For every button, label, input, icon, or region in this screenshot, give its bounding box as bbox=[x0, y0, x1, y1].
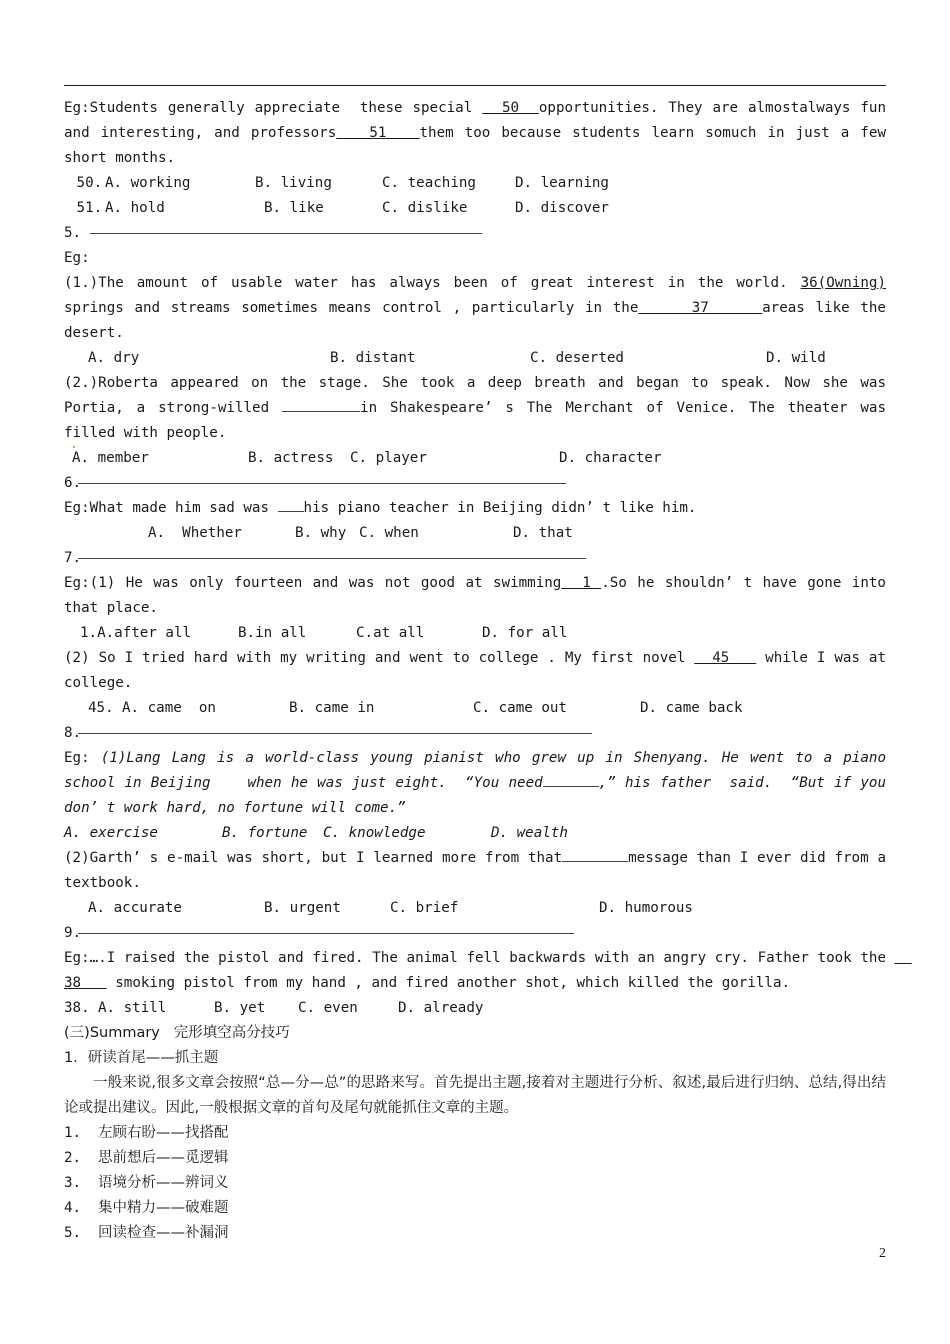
q50-option-a: A. working bbox=[105, 175, 191, 191]
eg5-1-option-d: D. wealth bbox=[491, 825, 568, 841]
summary-item-4-number: 4. bbox=[64, 1200, 82, 1216]
summary-item-5-text: 回读检查——补漏洞 bbox=[98, 1225, 229, 1241]
eg1-text2: opportunities. They are almostalways fun and interesting, and professors bbox=[64, 100, 895, 141]
eg3-option-c: C. when bbox=[359, 525, 419, 541]
eg4-1-option-a: 1.A.after all bbox=[80, 625, 192, 641]
q50-option-c: C. teaching bbox=[382, 175, 476, 191]
options-eg2-2 bbox=[64, 446, 886, 471]
options-eg4-2 bbox=[64, 696, 886, 721]
page-number: 2 bbox=[879, 1246, 886, 1261]
options-eg6 bbox=[64, 996, 886, 1021]
blank-45: 45 bbox=[694, 650, 757, 666]
summary-item-4-text: 集中精力——破难题 bbox=[98, 1200, 229, 1216]
eg6-text2: smoking pistol from my hand , and fired another shot, which killed the gorilla. bbox=[106, 975, 791, 991]
summary-item-5-number: 5. bbox=[64, 1225, 82, 1241]
eg2-p1-underlined: 36(Owning) bbox=[800, 275, 886, 291]
summary-heading: (三)Summary 完形填空高分技巧 bbox=[64, 1025, 290, 1041]
eg2-p1-text3: areas like the desert. bbox=[64, 300, 895, 341]
stray-dot bbox=[73, 446, 75, 448]
eg4-1-option-c: C.at all bbox=[356, 625, 425, 641]
eg6-option-c: C. even bbox=[298, 1000, 358, 1016]
eg2-label: Eg: bbox=[64, 250, 90, 266]
eg6-option-d: D. already bbox=[398, 1000, 484, 1016]
q50-option-b: B. living bbox=[255, 175, 332, 191]
eg2-1-option-d: D. wild bbox=[766, 350, 826, 366]
summary-item-3 bbox=[64, 1171, 886, 1196]
eg2-p1-text2: springs and streams sometimes means control , particularly in the bbox=[64, 275, 895, 316]
eg5-1-option-c: C. knowledge bbox=[323, 825, 426, 841]
eg4-2-option-d: D. came back bbox=[640, 700, 743, 716]
eg4-p1-text2: .So he shouldn’ t have gone into that place. bbox=[64, 575, 895, 616]
summary-s1-row bbox=[64, 1046, 886, 1071]
page-content bbox=[64, 96, 912, 1246]
item-6 bbox=[64, 471, 886, 496]
item-6-write-line bbox=[78, 471, 566, 484]
blank-50: 50 bbox=[482, 100, 539, 116]
item-7 bbox=[64, 546, 886, 571]
eg4-paragraph-2 bbox=[64, 646, 895, 696]
item-8-label: 8. bbox=[64, 725, 82, 741]
item-7-write-line bbox=[78, 546, 586, 559]
summary-item-3-number: 3. bbox=[64, 1175, 82, 1191]
eg2-2-option-b: B. actress bbox=[248, 450, 334, 466]
eg5-2-option-b: B. urgent bbox=[264, 900, 341, 916]
eg2-paragraph-2 bbox=[64, 371, 895, 446]
summary-item-1-text: 左顾右盼——找搭配 bbox=[98, 1125, 229, 1141]
eg4-2-option-b: B. came in bbox=[289, 700, 375, 716]
eg6-option-b: B. yet bbox=[214, 1000, 266, 1016]
eg2-paragraph-1 bbox=[64, 271, 895, 346]
summary-s1: 1．研读首尾——抓主题 bbox=[64, 1050, 219, 1066]
eg1-text: Eg:Students generally appreciate these special bbox=[64, 100, 483, 116]
eg3-option-b: B. why bbox=[295, 525, 347, 541]
eg6-text: Eg:….I raised the pistol and fired. The animal fell backwards with an angry cry. Father took the bbox=[64, 950, 895, 966]
item-8 bbox=[64, 721, 886, 746]
item-8-write-line bbox=[78, 721, 592, 734]
summary-item-2-text: 思前想后——觅逻辑 bbox=[98, 1150, 229, 1166]
options-eg4-1 bbox=[64, 621, 886, 646]
summary-s1-text: 一般来说,很多文章会按照“总—分—总”的思路来写。首先提出主题,接着对主题进行分析、叙述,最后进行归纳、总结,得出结论或提出建议。因此,一般根据文章的首句及尾句就能抓住文章的主题。 bbox=[64, 1075, 886, 1116]
q51-number: 51. bbox=[68, 200, 103, 216]
q38-number: 38. bbox=[64, 1000, 90, 1016]
summary-item-2-number: 2. bbox=[64, 1150, 82, 1166]
item-9-write-line bbox=[78, 921, 574, 934]
q51-option-c: C. dislike bbox=[382, 200, 468, 216]
blank-1: 1 bbox=[561, 575, 602, 591]
eg5-paragraph-2 bbox=[64, 846, 895, 896]
q51-option-d: D. discover bbox=[515, 200, 609, 216]
eg5-paragraph-1 bbox=[64, 746, 895, 821]
eg5-label: Eg: bbox=[64, 750, 101, 766]
eg4-1-option-b: B.in all bbox=[238, 625, 307, 641]
q50-number: 50. bbox=[68, 175, 103, 191]
eg2-2-option-c: C. player bbox=[350, 450, 427, 466]
blank-38: 38 bbox=[64, 950, 912, 991]
summary-item-3-text: 语境分析——辨词义 bbox=[98, 1175, 229, 1191]
eg5-p2-text2: message than I ever did from a textbook. bbox=[64, 850, 895, 891]
options-q51 bbox=[64, 196, 886, 221]
blank-37: 37 bbox=[638, 300, 763, 316]
eg4-1-option-d: D. for all bbox=[482, 625, 568, 641]
item-5-write-line bbox=[90, 221, 482, 234]
eg4-p2-text: (2) So I tried hard with my writing and went to college . My first novel bbox=[64, 650, 695, 666]
item-5 bbox=[64, 221, 886, 246]
item-9-label: 9. bbox=[64, 925, 82, 941]
eg5-p1-text2: ,” his father said. “But if you don’ t work hard, no fortune will come.” bbox=[64, 775, 895, 816]
eg2-p1-text: (1.)The amount of usable water has always been of great interest in the world. bbox=[64, 275, 801, 291]
eg4-paragraph-1 bbox=[64, 571, 895, 621]
eg2-1-option-c: C. deserted bbox=[530, 350, 624, 366]
eg2-1-option-b: B. distant bbox=[330, 350, 416, 366]
eg4-p1-text: Eg:(1) He was only fourteen and was not good at swimming bbox=[64, 575, 562, 591]
eg2-p2-text: (2.)Roberta appeared on the stage. She took a deep breath and began to speak. Now she was Portia, a strong-willed bbox=[64, 375, 895, 416]
eg4-2-option-a: A. came on bbox=[122, 700, 216, 716]
summary-item-1-number: 1. bbox=[64, 1125, 82, 1141]
options-eg5-2 bbox=[64, 896, 886, 921]
eg6-paragraph bbox=[64, 946, 912, 996]
eg1-text3: them too because students learn somuch in just a few short months. bbox=[64, 125, 895, 166]
eg3-text2: his piano teacher in Beijing didn’ t like him. bbox=[303, 500, 697, 516]
eg3-paragraph bbox=[64, 496, 886, 521]
summary-item-4 bbox=[64, 1196, 886, 1221]
eg4-2-option-c: C. came out bbox=[473, 700, 567, 716]
header-rule bbox=[64, 85, 886, 86]
summary-item-1 bbox=[64, 1121, 886, 1146]
eg3-option-d: D. that bbox=[513, 525, 573, 541]
eg5-2-option-d: D. humorous bbox=[599, 900, 693, 916]
eg3-option-a: A. Whether bbox=[148, 525, 242, 541]
summary-item-5 bbox=[64, 1221, 886, 1246]
eg2-2-option-a: A. member bbox=[72, 450, 149, 466]
options-eg5-1 bbox=[64, 821, 886, 846]
q51-option-b: B. like bbox=[264, 200, 324, 216]
eg5-2-option-a: A. accurate bbox=[88, 900, 182, 916]
q45-number: 45. bbox=[88, 700, 114, 716]
q51-option-a: A. hold bbox=[105, 200, 165, 216]
item-9 bbox=[64, 921, 886, 946]
q50-option-d: D. learning bbox=[515, 175, 609, 191]
eg3-blank bbox=[278, 499, 304, 512]
eg4-p2-text2: while I was at college. bbox=[64, 650, 895, 691]
eg5-p1-blank bbox=[543, 774, 599, 787]
eg5-2-option-c: C. brief bbox=[390, 900, 459, 916]
summary-item-2 bbox=[64, 1146, 886, 1171]
eg2-p2-blank bbox=[282, 399, 360, 412]
options-eg3 bbox=[64, 521, 886, 546]
eg1-paragraph bbox=[64, 96, 895, 171]
eg2-2-option-d: D. character bbox=[559, 450, 662, 466]
eg2-p2-text2: in Shakespeare’ s The Merchant of Venice. The theater was filled with people. bbox=[64, 400, 895, 441]
item-7-label: 7. bbox=[64, 550, 82, 566]
eg3-text: Eg:What made him sad was bbox=[64, 500, 278, 516]
eg5-p2-blank bbox=[562, 849, 628, 862]
eg5-1-option-a: A. exercise bbox=[64, 825, 158, 841]
eg6-option-a: A. still bbox=[98, 1000, 167, 1016]
options-q50 bbox=[64, 171, 886, 196]
eg5-p1-text: (1)Lang Lang is a world-class young pianist who grew up in Shenyang. He went to a piano school in Beijing when he was just eight. “You need bbox=[64, 750, 895, 791]
blank-51: 51 bbox=[336, 125, 420, 141]
summary-heading-row bbox=[64, 1021, 886, 1046]
item-6-label: 6. bbox=[64, 475, 82, 491]
options-eg2-1 bbox=[64, 346, 886, 371]
eg2-1-option-a: A. dry bbox=[88, 350, 140, 366]
eg5-p2-text: (2)Garth’ s e-mail was short, but I learned more from that bbox=[64, 850, 563, 866]
item-5-label: 5. bbox=[64, 225, 82, 241]
eg5-1-option-b: B. fortune bbox=[222, 825, 308, 841]
